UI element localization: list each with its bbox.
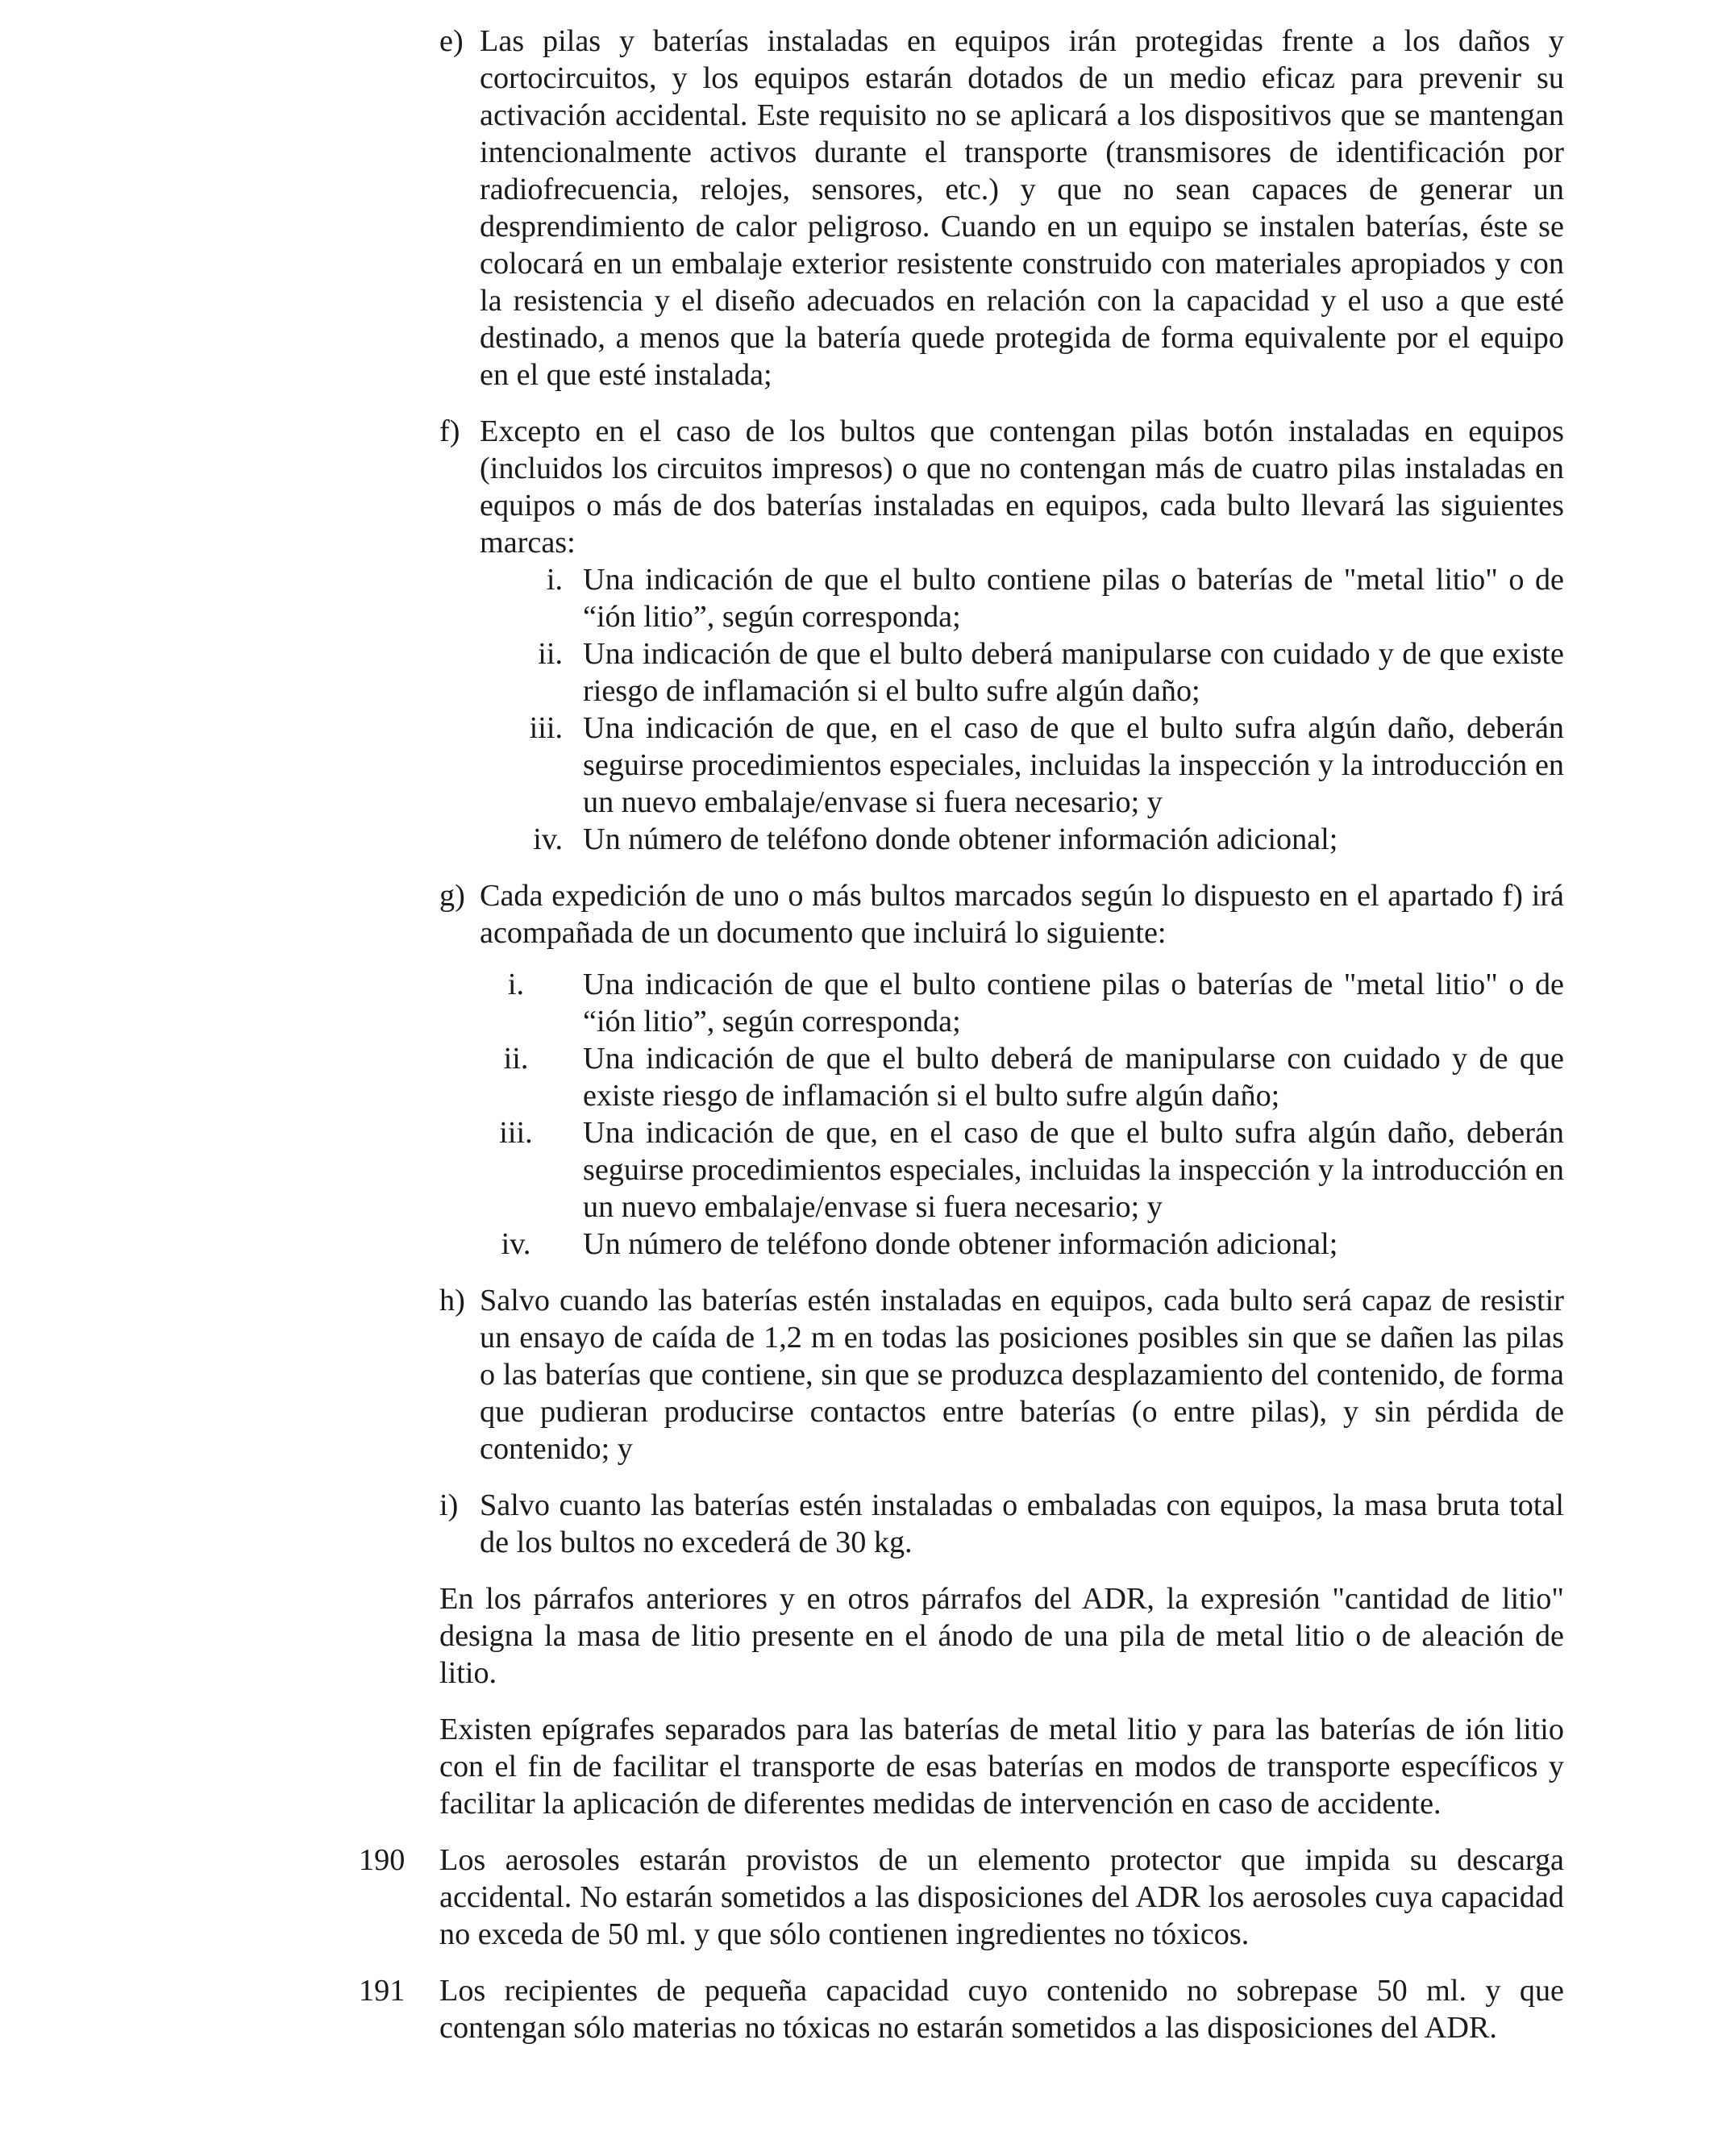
list-item-e <box>439 23 1564 393</box>
sub-item-text: Una indicación de que el bulto contiene pilas o baterías de "metal litio" o de “ión litio”, según corresponda; <box>583 968 1564 1038</box>
sub-item-text: Una indicación de que, en el caso de que el bulto sufra algún daño, deberán seguirse procedimientos especiales, incluidas la inspección y la introducción en un nuevo embalaje/envase si fuera necesario; y <box>583 1116 1564 1224</box>
sub-item-text: Una indicación de que, en el caso de que el bulto sufra algún daño, deberán seguirse procedimientos especiales, incluidas la inspección y la introducción en un nuevo embalaje/envase si fuera necesario; y <box>583 711 1564 819</box>
list-item-h <box>439 1282 1564 1467</box>
item-text: Salvo cuanto las baterías estén instaladas o embaladas con equipos, la masa bruta total de los bultos no excederá de 30 kg. <box>480 1488 1564 1559</box>
sub-item <box>480 966 1564 1040</box>
item-marker: f) <box>439 414 460 448</box>
paragraph-separate-entries: Existen epígrafes separados para las baterías de metal litio y para las baterías de ión litio con el fin de facilitar el transporte de esas baterías en modos de transporte específicos y facilitar la aplicación de diferentes medidas de intervención en caso de accidente. <box>439 1713 1564 1821</box>
sub-item <box>480 710 1564 821</box>
sub-item <box>480 635 1564 710</box>
provision-190 <box>359 1842 1564 1953</box>
sub-item-marker: iv. <box>501 1227 531 1261</box>
list-item-i <box>439 1487 1564 1561</box>
item-text: Excepto en el caso de los bultos que contengan pilas botón instaladas en equipos (incluidos los circuitos impresos) o que no contengan más de cuatro pilas instaladas en equipos o más de dos baterías instaladas en equipos, cada bulto llevará las siguientes marcas: <box>480 414 1564 560</box>
sub-item-text: Un número de teléfono donde obtener información adicional; <box>583 822 1338 856</box>
provision-text: Los aerosoles estarán provistos de un elemento protector que impida su descarga accidental. No estarán sometidos a las disposiciones del ADR los aerosoles cuya capacidad no exceda de 50 ml. y que sólo contienen ingredientes no tóxicos. <box>439 1843 1564 1951</box>
sub-item <box>480 1114 1564 1226</box>
sub-item-text: Una indicación de que el bulto deberá de manipularse con cuidado y de que existe riesgo de inflamación si el bulto sufre algún daño; <box>583 1042 1564 1113</box>
item-text: Cada expedición de uno o más bultos marcados según lo dispuesto en el apartado f) irá acompañada de un documento que incluirá lo siguiente: <box>480 879 1564 950</box>
item-marker: i) <box>439 1488 459 1522</box>
list-item-f <box>439 413 1564 858</box>
provision-text: Los recipientes de pequeña capacidad cuyo contenido no sobrepase 50 ml. y que contengan sólo materias no tóxicas no estarán sometidos a las disposiciones del ADR. <box>439 1974 1564 2045</box>
provision-number: 190 <box>359 1843 406 1877</box>
paragraph-lithium-quantity: En los párrafos anteriores y en otros párrafos del ADR, la expresión "cantidad de litio" designa la masa de litio presente en el ánodo de una pila de metal litio o de aleación de litio. <box>439 1582 1564 1690</box>
item-text: Las pilas y baterías instaladas en equipos irán protegidas frente a los daños y cortocircuitos, y los equipos estarán dotados de un medio eficaz para prevenir su activación accidental. Este requisito no se aplicará a los dispositivos que se mantengan intencionalmente activos durante el transporte (transmisores de identificación por radiofrecuencia, relojes, sensores, etc.) y que no sean capaces de generar un desprendimiento de calor peligroso. Cuando en un equipo se instalen baterías, éste se colocará en un embalaje exterior resistente construido con materiales apropiados y con la resistencia y el diseño adecuados en relación con la capacidad y el uso a que esté destinado, a menos que la batería quede protegida de forma equivalente por el equipo en el que esté instalada; <box>480 24 1564 392</box>
list-item-g <box>439 877 1564 1263</box>
item-marker: g) <box>439 879 465 913</box>
sub-item-marker: i. <box>546 563 563 597</box>
item-text: Salvo cuando las baterías estén instaladas en equipos, cada bulto será capaz de resistir un ensayo de caída de 1,2 m en todas las posiciones posibles sin que se dañen las pilas o las baterías que contiene, sin que se produzca desplazamiento del contenido, de forma que pudieran producirse contactos entre baterías (o entre pilas), y sin pérdida de contenido; y <box>480 1284 1564 1466</box>
sub-item-text: Una indicación de que el bulto deberá manipularse con cuidado y de que existe riesgo de inflamación si el bulto sufre algún daño; <box>583 637 1564 708</box>
sub-item <box>480 821 1564 858</box>
sub-item-text: Una indicación de que el bulto contiene pilas o baterías de "metal litio" o de “ión litio”, según corresponda; <box>583 563 1564 634</box>
provision-191 <box>359 1972 1564 2046</box>
sub-item-text: Un número de teléfono donde obtener información adicional; <box>583 1227 1338 1261</box>
sub-item-marker: ii. <box>503 1042 529 1076</box>
item-marker: e) <box>439 24 464 58</box>
sub-item-marker: i. <box>507 968 525 1001</box>
sub-item <box>480 1226 1564 1263</box>
sub-item-marker: ii. <box>538 637 563 671</box>
sub-item-marker: iv. <box>533 822 563 856</box>
document-page <box>359 23 1564 2046</box>
sub-item <box>480 561 1564 635</box>
sub-item <box>480 1040 1564 1114</box>
sub-item-marker: iii. <box>499 1116 533 1150</box>
provision-number: 191 <box>359 1974 406 2008</box>
item-marker: h) <box>439 1284 465 1317</box>
sub-item-marker: iii. <box>529 711 563 745</box>
